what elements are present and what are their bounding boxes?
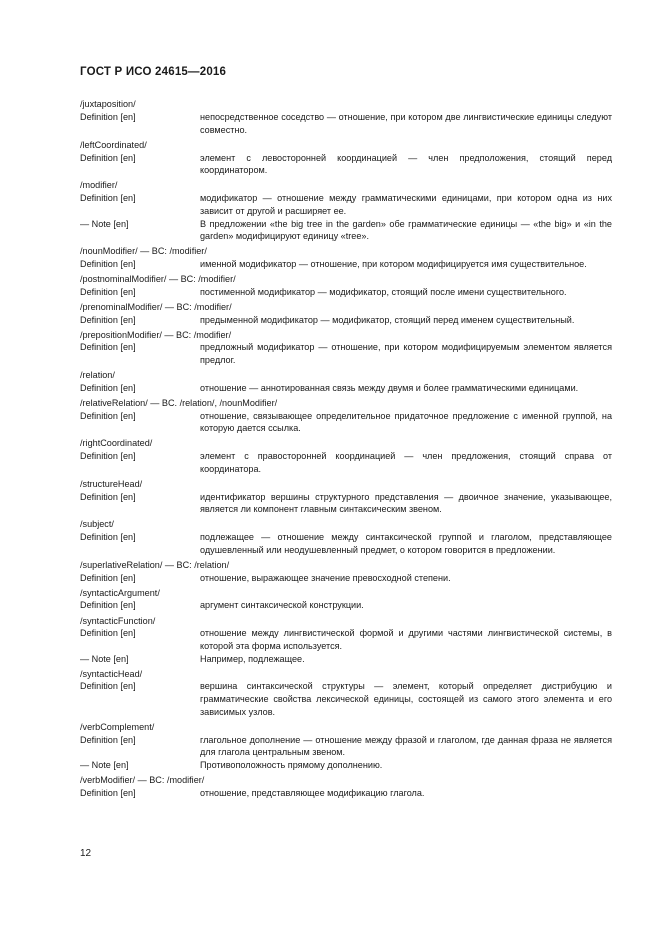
row-label: Definition [en]	[80, 112, 136, 123]
definition-text: отношение, выражающее значение превосходной степени.	[200, 572, 451, 583]
definition-row	[80, 572, 612, 585]
definition-row	[80, 734, 612, 759]
row-label: Definition [en]	[80, 152, 136, 163]
term-heading: /relation/	[80, 370, 115, 381]
term-heading: /syntacticArgument/	[80, 587, 160, 598]
definition-row	[80, 653, 612, 666]
definition-text: предыменной модификатор — модификатор, стоящий перед именем существительный.	[200, 314, 575, 325]
term-list	[80, 96, 612, 800]
row-label: Definition [en]	[80, 451, 136, 462]
term-heading: /superlativeRelation/ — BC: /relation/	[80, 559, 230, 570]
definition-text: идентификатор вершины структурного представления — двоичное значение, указывающее, является ли компонент главным синтаксическим звеном.	[200, 491, 612, 515]
definition-row	[80, 258, 612, 271]
definition-text: модификатор — отношение между грамматическими единицами, при котором одна из них зависит от другой и расширяет ее.	[200, 193, 612, 216]
definition-text: глагольное дополнение — отношение между фразой и глаголом, где данная фраза не является для глагола центральным звеном.	[200, 734, 612, 758]
definition-text: В предложении «the big tree in the garden» обе грамматические единицы — «the big» и «in the garden» модифицируют единицу «tree».	[200, 218, 612, 242]
definition-row	[80, 286, 612, 299]
row-label: Definition [en]	[80, 572, 136, 583]
definition-row	[80, 111, 612, 136]
term-heading: /structureHead/	[80, 478, 143, 489]
row-label: Definition [en]	[80, 491, 136, 502]
term-heading: /leftCoordinated/	[80, 139, 147, 150]
definition-row	[80, 218, 612, 243]
row-label: — Note [en]	[80, 218, 129, 229]
term-heading: /nounModifier/ — BC: /modifier/	[80, 246, 207, 257]
row-label: Definition [en]	[80, 681, 136, 692]
definition-text: именной модификатор — отношение, при котором модифицируется имя существительное.	[200, 259, 587, 269]
definition-text: отношение, связывающее определительное придаточное предложение с именной группой, на которую дается ссылка.	[200, 410, 612, 434]
definition-text: отношение между лингвистической формой и другими частями лингвистической системы, в которой эта форма используется.	[200, 628, 612, 651]
term-heading: /verbModifier/ — BC: /modifier/	[80, 775, 205, 786]
definition-row	[80, 491, 612, 516]
row-label: Definition [en]	[80, 628, 136, 639]
term-heading: /subject/	[80, 519, 114, 530]
row-label: Definition [en]	[80, 193, 136, 204]
term-heading: /prepositionModifier/ — BC: /modifier/	[80, 329, 232, 340]
definition-row	[80, 314, 612, 327]
term-heading: /rightCoordinated/	[80, 438, 153, 449]
definition-text: элемент с левосторонней координацией — член предположения, стоящий перед координатором.	[200, 152, 612, 176]
definition-row	[80, 680, 612, 718]
definition-text: аргумент синтаксической конструкции.	[200, 600, 364, 611]
definition-text: элемент с правосторонней координацией — член предложения, стоящий справа от координатора.	[200, 451, 612, 474]
row-label: — Note [en]	[80, 760, 129, 771]
definition-row	[80, 152, 612, 177]
definition-row	[80, 192, 612, 217]
page-number: 12	[80, 848, 92, 859]
row-label: Definition [en]	[80, 342, 136, 353]
definition-row	[80, 341, 612, 366]
definition-row	[80, 599, 612, 612]
row-label: — Note [en]	[80, 653, 129, 664]
row-label: Definition [en]	[80, 314, 136, 325]
definition-text: Например, подлежащее.	[200, 653, 305, 664]
row-label: Definition [en]	[80, 410, 136, 421]
row-label: Definition [en]	[80, 382, 136, 393]
page-header: ГОСТ Р ИСО 24615—2016	[80, 66, 227, 78]
definition-text: вершина синтаксической структуры — элемент, который определяет дистрибуцию и грамматические свойства лексической единицы, состоящей из самого этого элемента и его зависимых узлов.	[200, 681, 612, 717]
term-heading: /prenominalModifier/ — BC: /modifier/	[80, 301, 232, 312]
definition-row	[80, 450, 612, 475]
term-heading: /relativeRelation/ — BC. /relation/, /nounModifier/	[80, 397, 278, 408]
row-label: Definition [en]	[80, 787, 136, 798]
definition-text: отношение — аннотированная связь между двумя и более грамматическими единицами.	[200, 382, 579, 393]
term-heading: /modifier/	[80, 180, 118, 191]
definition-text: постименной модификатор — модификатор, стоящий после имени существительного.	[200, 286, 567, 297]
definition-row	[80, 531, 612, 556]
term-heading: /verbComplement/	[80, 721, 155, 732]
definition-text: отношение, представляющее модификацию глагола.	[200, 787, 425, 798]
row-label: Definition [en]	[80, 259, 136, 269]
term-heading: /postnominalModifier/ — BC: /modifier/	[80, 274, 236, 285]
definition-row	[80, 759, 612, 772]
term-heading: /syntacticHead/	[80, 668, 143, 679]
row-label: Definition [en]	[80, 600, 136, 611]
definition-text: непосредственное соседство — отношение, при котором две лингвистические единицы следуют совместно.	[200, 112, 612, 135]
definition-text: подлежащее — отношение между синтаксической группой и глаголом, представляющее одушевленный или неодушевленный предмет, о котором говорится в предложении.	[200, 532, 612, 555]
definition-text: предложный модификатор — отношение, при котором модифицируемым элементом является предлог.	[200, 342, 612, 366]
row-label: Definition [en]	[80, 286, 136, 297]
definition-text: Противоположность прямому дополнению.	[200, 760, 383, 771]
definition-row	[80, 410, 612, 435]
row-label: Definition [en]	[80, 532, 136, 543]
definition-row	[80, 627, 612, 652]
term-heading: /syntacticFunction/	[80, 615, 156, 626]
row-label: Definition [en]	[80, 734, 136, 745]
definition-row	[80, 787, 612, 800]
definition-row	[80, 382, 612, 395]
term-heading: /juxtaposition/	[80, 99, 136, 110]
